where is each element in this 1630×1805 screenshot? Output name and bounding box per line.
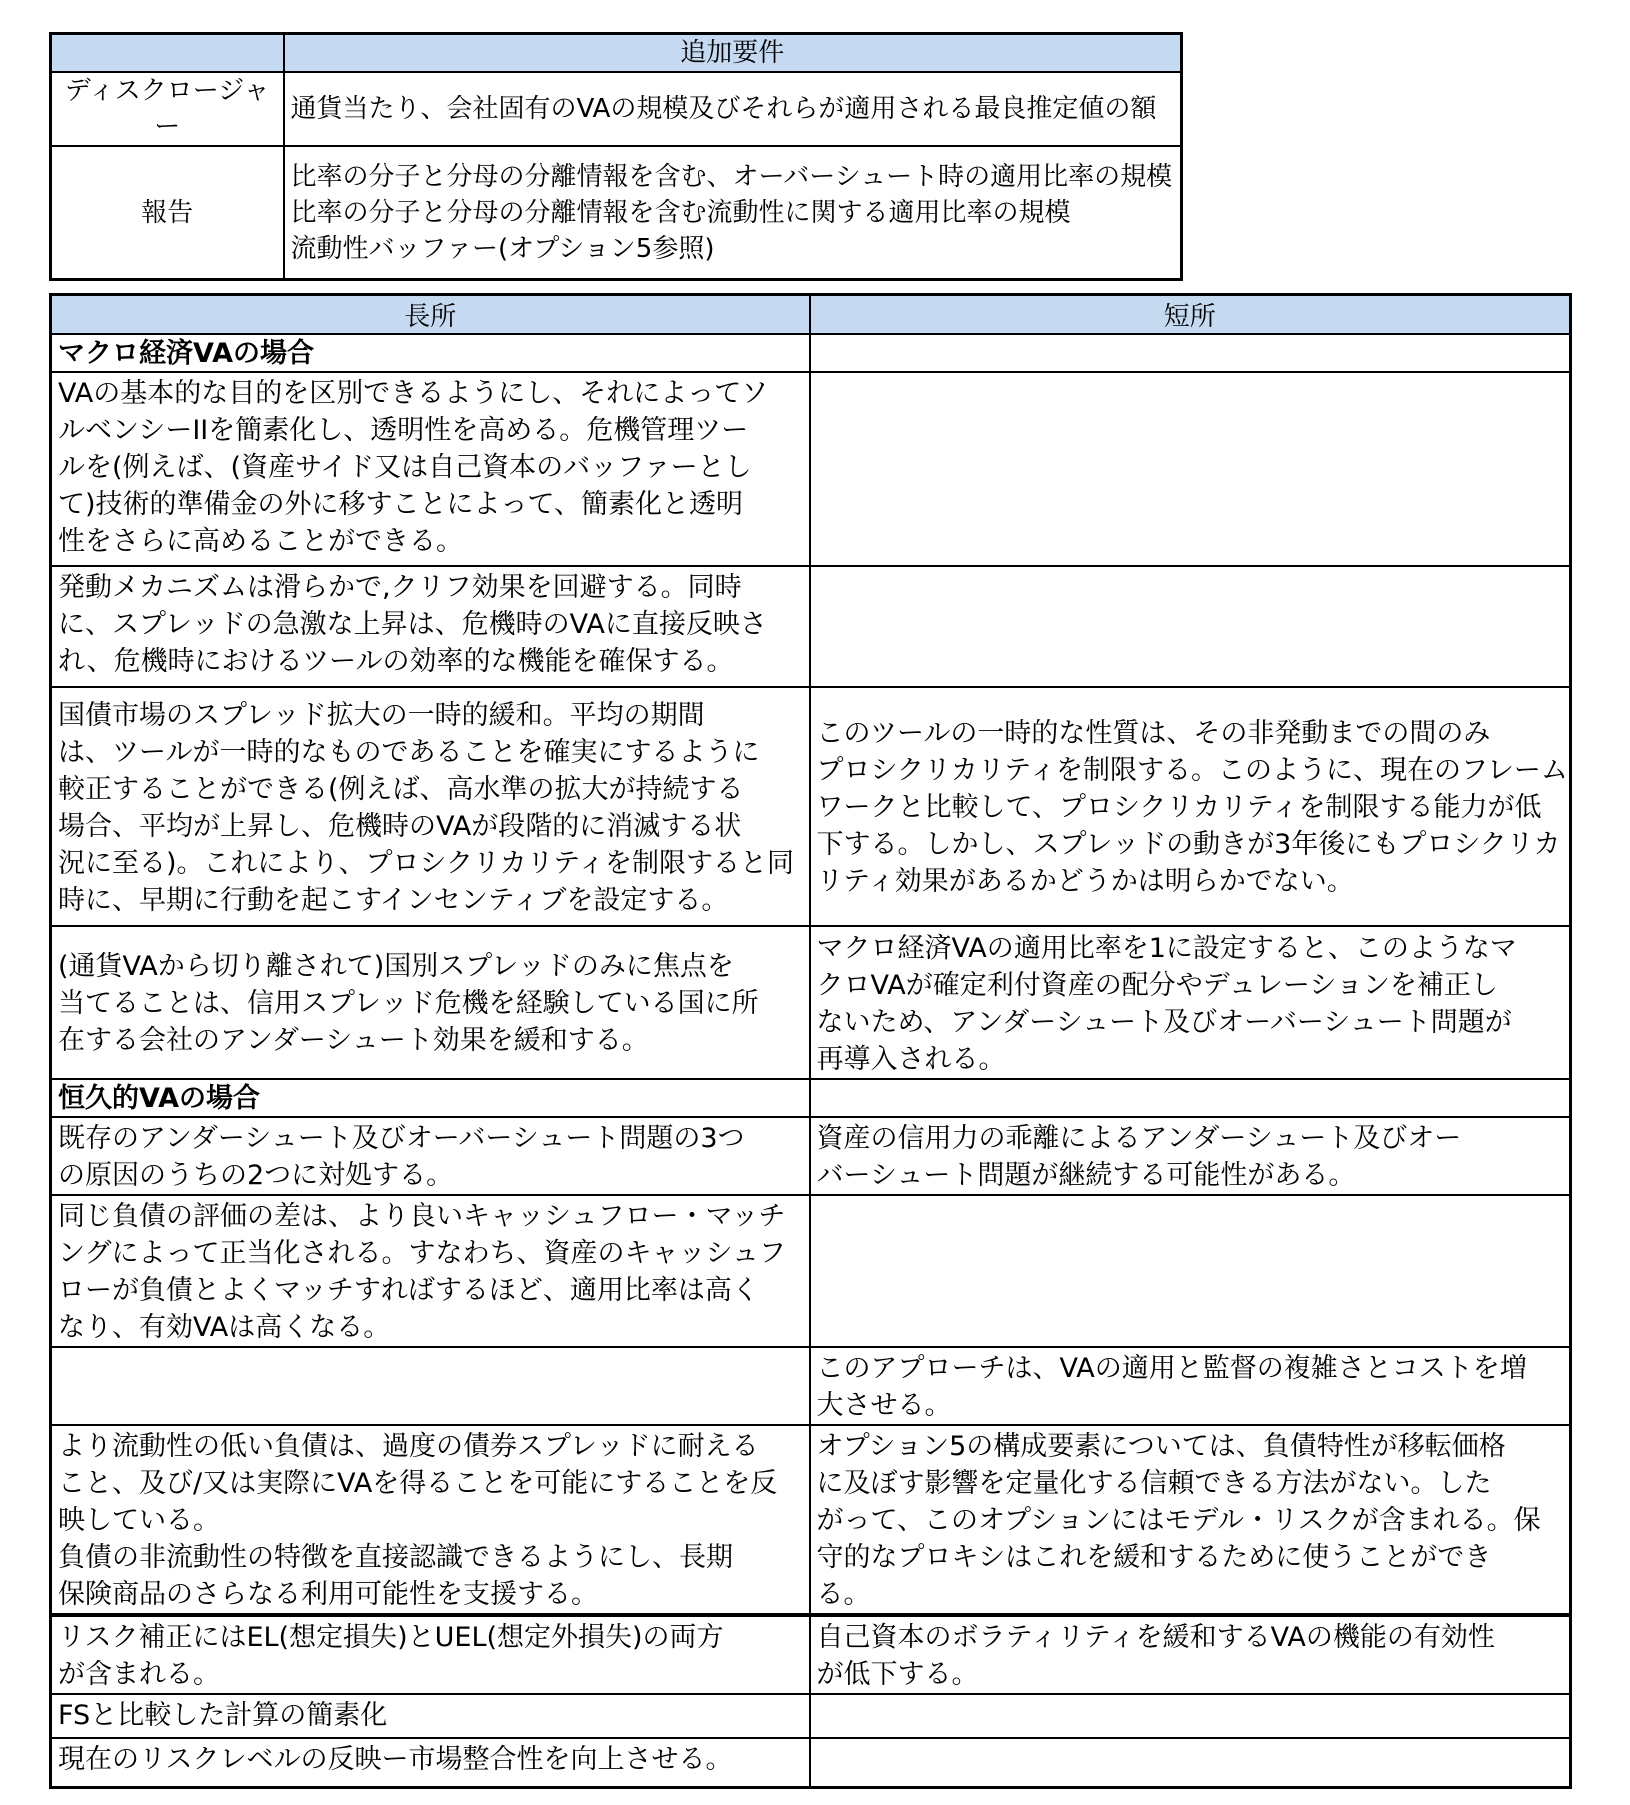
- cons-cell: [810, 1615, 1571, 1694]
- pros-cell: [51, 1738, 810, 1787]
- text-line: (通貨VAから切り離されて)国別スプレッドのみに焦点を: [58, 951, 734, 982]
- text-line: 流動性バッファー(オプション5参照): [290, 233, 715, 264]
- text-line: プロシクリカリティを制限する。このように、現在のフレーム: [816, 755, 1568, 786]
- text-line: 性をさらに高めることができる。: [58, 526, 463, 557]
- table-row: [51, 1195, 1571, 1347]
- table-row: [51, 1347, 1571, 1425]
- row-label-report: 報告: [51, 146, 284, 280]
- text-line: 比率の分子と分母の分離情報を含む流動性に関する適用比率の規模: [290, 197, 1071, 228]
- pros-cell: [51, 687, 810, 926]
- text-line: FSと比較した計算の簡素化: [58, 1700, 388, 1731]
- text-line: 比率の分子と分母の分離情報を含む、オーバーシュート時の適用比率の規模: [290, 161, 1173, 192]
- text-line: リティ効果があるかどうかは明らかでない。: [816, 866, 1354, 897]
- section-title-macro: マクロ経済VAの場合: [51, 334, 810, 372]
- text-line: 現在のリスクレベルの反映ー市場整合性を向上させる。: [58, 1744, 733, 1775]
- table-row: [51, 1738, 1571, 1787]
- text-line: このツールの一時的な性質は、その非発動までの間のみ: [816, 718, 1491, 749]
- pros-cell: [51, 1425, 810, 1615]
- pros-header: 長所: [51, 295, 810, 335]
- text-line: 同じ負債の評価の差は、より良いキャッシュフロー・マッチ: [58, 1201, 786, 1232]
- requirements-header-row: [51, 34, 1182, 73]
- text-line: マクロ経済VAの適用比率を1に設定すると、このようなマ: [816, 932, 1517, 964]
- table-row: [51, 1117, 1571, 1195]
- text-line: 既存のアンダーシュート及びオーバーシュート問題の3つ: [58, 1123, 745, 1154]
- table-row: [51, 1425, 1571, 1615]
- cons-cell: [810, 1347, 1571, 1425]
- text-line: が含まれる。: [58, 1659, 220, 1690]
- pros-cell: [51, 1347, 810, 1425]
- text-line: 通貨当たり、会社固有のVAの規模及びそれらが適用される最良推定値の額: [290, 94, 1157, 124]
- requirements-header: 追加要件: [284, 34, 1182, 73]
- text-line: れ、危機時におけるツールの効率的な機能を確保する。: [58, 646, 734, 677]
- text-line: 守的なプロキシはこれを緩和するために使うことができ: [816, 1542, 1492, 1573]
- pros-cell: [51, 566, 810, 687]
- row-label-disclosure: ディスクロージャー: [51, 72, 284, 146]
- text-line: このアプローチは、VAの適用と監督の複雑さとコストを増: [816, 1353, 1527, 1384]
- table-row: [51, 566, 1571, 687]
- cons-cell: [810, 687, 1571, 926]
- text-line: る。: [816, 1579, 871, 1610]
- header-empty-cell: [51, 34, 284, 73]
- text-line: 発動メカニズムは滑らかで,クリフ効果を回避する。同時: [58, 572, 742, 603]
- text-line: こと、及び/又は実際にVAを得ることを可能にすることを反: [58, 1468, 778, 1499]
- macro-rows: [51, 372, 1571, 1079]
- cons-cell: [810, 1195, 1571, 1347]
- cons-header: 短所: [810, 295, 1571, 335]
- cons-cell: [810, 566, 1571, 687]
- text-line: 下する。しかし、スプレッドの動きが3年後にもプロシクリカ: [816, 829, 1561, 860]
- text-line: クロVAが確定利付資産の配分やデュレーションを補正し: [816, 969, 1498, 1001]
- section-title-permanent: 恒久的VAの場合: [51, 1079, 810, 1117]
- section-row-permanent: [51, 1079, 1571, 1117]
- pros-cons-table: [49, 293, 1572, 1789]
- cons-cell: [810, 1425, 1571, 1615]
- text-line: ワークと比較して、プロシクリカリティを制限する能力が低: [816, 792, 1542, 823]
- requirement-text: [284, 72, 1182, 146]
- table-row: [51, 372, 1571, 566]
- text-line: 場合、平均が上昇し、危機時のVAが段階的に消滅する状: [58, 810, 742, 842]
- text-line: 国債市場のスプレッド拡大の一時的緩和。平均の期間: [58, 699, 705, 731]
- text-line: 当てることは、信用スプレッド危機を経験している国に所: [58, 988, 759, 1019]
- requirement-text: [284, 146, 1182, 280]
- pros-cell: [51, 1195, 810, 1347]
- text-line: 較正することができる(例えば、高水準の拡大が持続する: [58, 773, 744, 805]
- table-row: [51, 687, 1571, 926]
- text-line: て)技術的準備金の外に移すことによって、簡素化と透明: [58, 489, 743, 520]
- permanent-rows: [51, 1117, 1571, 1787]
- cons-cell: [810, 1738, 1571, 1787]
- text-line: オプション5の構成要素については、負債特性が移転価格: [816, 1431, 1506, 1462]
- pros-cons-header-row: [51, 295, 1571, 335]
- text-line: は、ツールが一時的なものであることを確実にするように: [58, 736, 760, 768]
- text-line: リスク補正にはEL(想定損失)とUEL(想定外損失)の両方: [58, 1622, 724, 1653]
- text-line: なり、有効VAは高くなる。: [58, 1312, 391, 1343]
- text-line: 在する会社のアンダーシュート効果を緩和する。: [58, 1025, 649, 1056]
- text-line: 大させる。: [816, 1390, 952, 1421]
- text-line: 況に至る)。これにより、プロシクリカリティを制限すると同: [58, 847, 795, 879]
- text-line: ないため、アンダーシュート及びオーバーシュート問題が: [816, 1006, 1512, 1038]
- empty-cell: [810, 1079, 1571, 1117]
- pros-cell: [51, 372, 810, 566]
- empty-cell: [810, 334, 1571, 372]
- text-line: 負債の非流動性の特徴を直接認識できるようにし、長期: [58, 1542, 733, 1573]
- text-line: ルを(例えば、(資産サイド又は自己資本のバッファーとし: [58, 452, 752, 483]
- cons-cell: [810, 1694, 1571, 1738]
- pros-cell: [51, 1694, 810, 1738]
- pros-cell: [51, 926, 810, 1079]
- table-row: [51, 72, 1182, 146]
- pros-cell: [51, 1615, 810, 1694]
- cons-cell: [810, 926, 1571, 1079]
- section-row-macro: [51, 334, 1571, 372]
- text-line: に及ぼす影響を定量化する信頼できる方法がない。した: [816, 1468, 1492, 1499]
- text-line: ルベンシーIIを簡素化し、透明性を高める。危機管理ツー: [58, 415, 749, 446]
- table-row: [51, 1694, 1571, 1738]
- text-line: の原因のうちの2つに対処する。: [58, 1160, 454, 1191]
- text-line: に、スプレッドの急激な上昇は、危機時のVAに直接反映さ: [58, 609, 767, 640]
- text-line: 保険商品のさらなる利用可能性を支援する。: [58, 1579, 598, 1610]
- text-line: 再導入される。: [816, 1043, 1006, 1075]
- text-line: 映している。: [58, 1505, 220, 1536]
- text-line: バーシュート問題が継続する可能性がある。: [816, 1160, 1356, 1191]
- text-line: VAの基本的な目的を区別できるようにし、それによってソ: [58, 378, 769, 409]
- cons-cell: [810, 372, 1571, 566]
- text-line: 資産の信用力の乖離によるアンダーシュート及びオー: [816, 1123, 1462, 1154]
- cons-cell: [810, 1117, 1571, 1195]
- text-line: 時に、早期に行動を起こすインセンティブを設定する。: [58, 884, 729, 916]
- table-row: [51, 1615, 1571, 1694]
- pros-cell: [51, 1117, 810, 1195]
- table-row: [51, 926, 1571, 1079]
- text-line: ローが負債とよくマッチすればするほど、適用比率は高く: [58, 1275, 759, 1306]
- additional-requirements-table: [49, 32, 1183, 281]
- text-line: 自己資本のボラティリティを緩和するVAの機能の有効性: [816, 1622, 1495, 1653]
- text-line: より流動性の低い負債は、過度の債券スプレッドに耐える: [58, 1431, 759, 1462]
- table-row: [51, 146, 1182, 280]
- text-line: が低下する。: [816, 1659, 979, 1690]
- text-line: ングによって正当化される。すなわち、資産のキャッシュフ: [58, 1238, 786, 1269]
- text-line: がって、このオプションにはモデル・リスクが含まれる。保: [816, 1505, 1541, 1536]
